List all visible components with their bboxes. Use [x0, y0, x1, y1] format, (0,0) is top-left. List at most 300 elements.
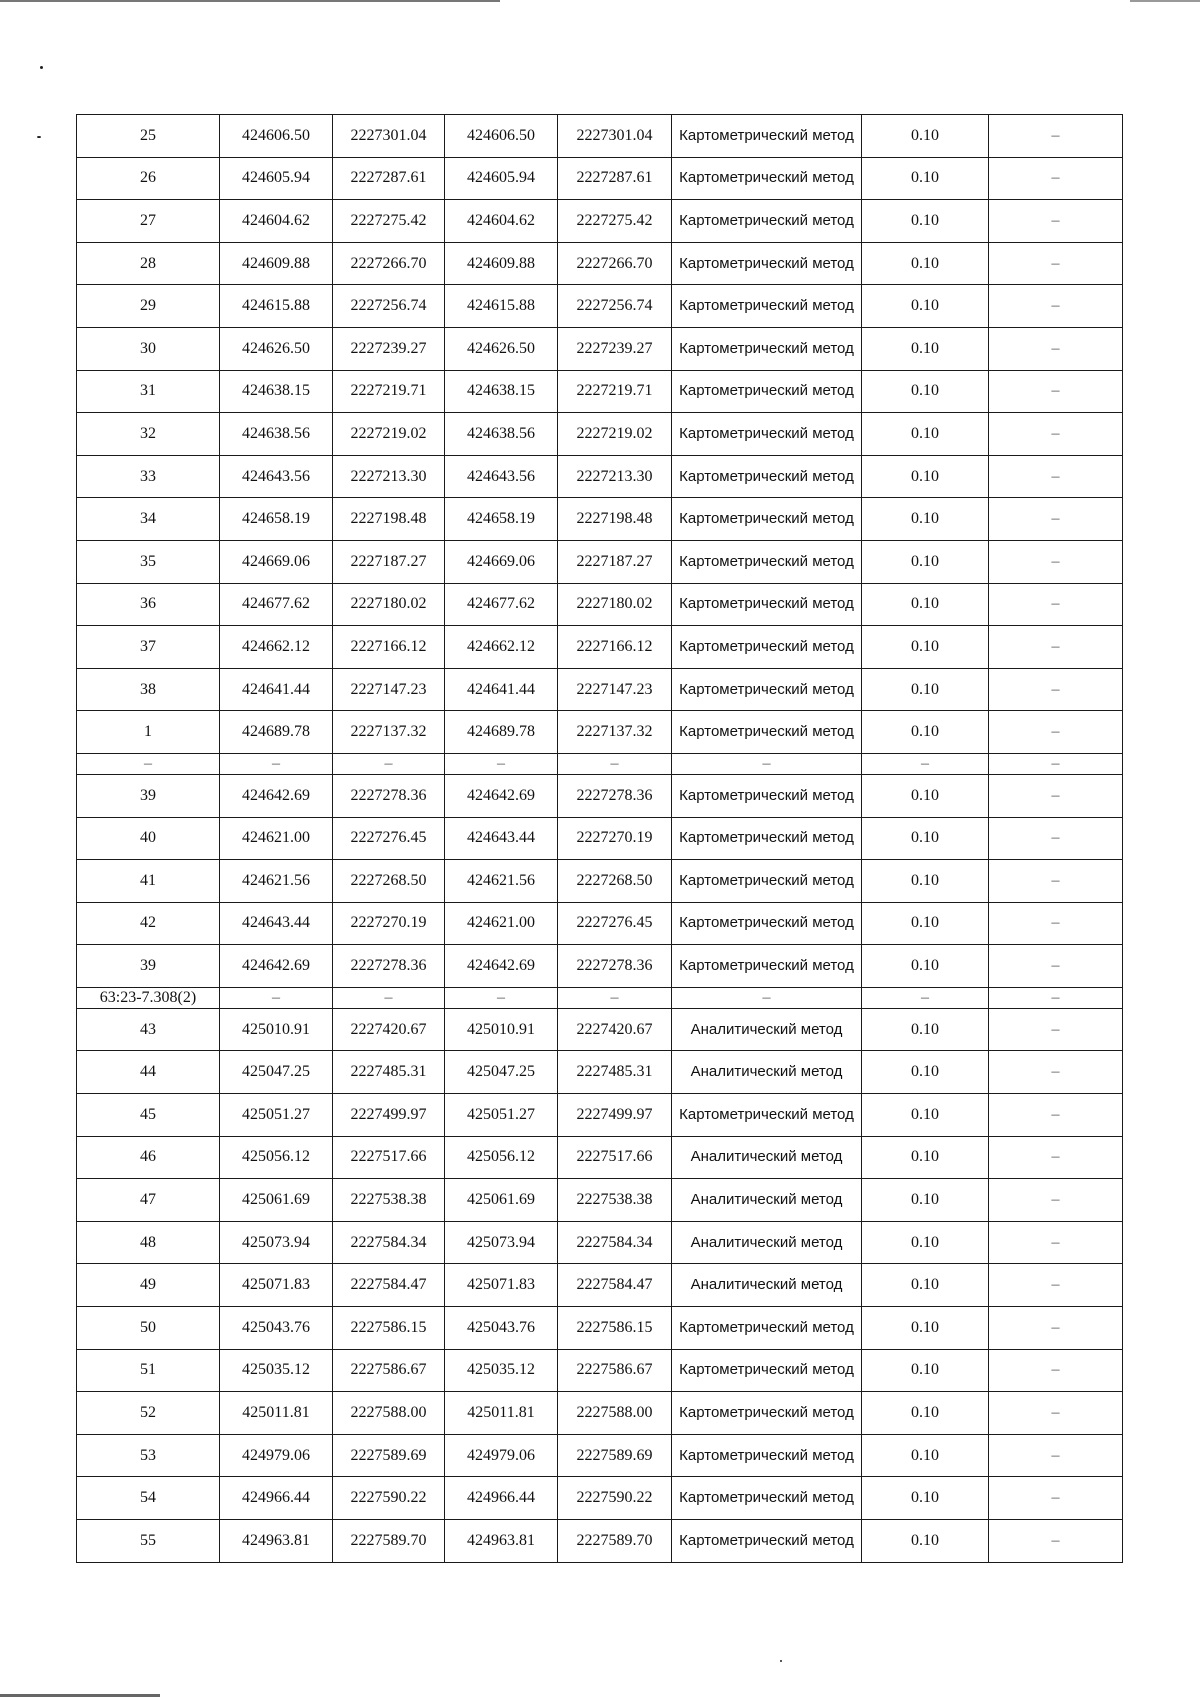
x-new-cell: 424658.19	[445, 498, 558, 541]
x-existing-cell: 424643.44	[220, 902, 333, 945]
point-number-cell: 1	[77, 711, 220, 754]
table-row	[77, 1392, 1123, 1435]
accuracy-cell: 0.10	[862, 945, 989, 988]
point-number-cell: 63:23-7.308(2)	[77, 987, 220, 1008]
accuracy-cell: 0.10	[862, 1349, 989, 1392]
accuracy-cell: 0.10	[862, 668, 989, 711]
table-row	[77, 860, 1123, 903]
accuracy-cell: 0.10	[862, 1307, 989, 1350]
x-existing-cell: 425061.69	[220, 1179, 333, 1222]
accuracy-cell: 0.10	[862, 115, 989, 158]
coordinates-table	[76, 114, 1123, 1563]
table-row	[77, 1221, 1123, 1264]
accuracy-cell: 0.10	[862, 860, 989, 903]
accuracy-cell: 0.10	[862, 498, 989, 541]
note-cell: –	[989, 1094, 1123, 1137]
x-new-cell: 424677.62	[445, 583, 558, 626]
y-new-cell: 2227586.67	[558, 1349, 672, 1392]
method-cell: Аналитический метод	[672, 1136, 862, 1179]
point-number-cell: 50	[77, 1307, 220, 1350]
x-new-cell: 424638.56	[445, 413, 558, 456]
table-row	[77, 1008, 1123, 1051]
x-new-cell: 425035.12	[445, 1349, 558, 1392]
accuracy-cell: 0.10	[862, 242, 989, 285]
x-new-cell: 424638.15	[445, 370, 558, 413]
point-number-cell: 51	[77, 1349, 220, 1392]
method-cell: –	[672, 753, 862, 774]
accuracy-cell: 0.10	[862, 1008, 989, 1051]
point-number-cell: 34	[77, 498, 220, 541]
x-new-cell: 425051.27	[445, 1094, 558, 1137]
method-cell: Картометрический метод	[672, 115, 862, 158]
point-number-cell: 53	[77, 1434, 220, 1477]
y-existing-cell: 2227239.27	[333, 327, 445, 370]
y-existing-cell: 2227266.70	[333, 242, 445, 285]
y-existing-cell: 2227586.15	[333, 1307, 445, 1350]
y-existing-cell: 2227538.38	[333, 1179, 445, 1222]
accuracy-cell: 0.10	[862, 626, 989, 669]
note-cell: –	[989, 498, 1123, 541]
point-number-cell: 40	[77, 817, 220, 860]
x-existing-cell: –	[220, 753, 333, 774]
y-existing-cell: 2227276.45	[333, 817, 445, 860]
accuracy-cell: 0.10	[862, 200, 989, 243]
note-cell: –	[989, 1051, 1123, 1094]
method-cell: Аналитический метод	[672, 1221, 862, 1264]
x-existing-cell: 424658.19	[220, 498, 333, 541]
table-row	[77, 1520, 1123, 1563]
method-cell: –	[672, 987, 862, 1008]
scan-edge-top	[0, 0, 500, 2]
x-new-cell: 424621.00	[445, 902, 558, 945]
method-cell: Аналитический метод	[672, 1264, 862, 1307]
table-row	[77, 711, 1123, 754]
point-number-cell: 36	[77, 583, 220, 626]
method-cell: Картометрический метод	[672, 242, 862, 285]
x-existing-cell: 424669.06	[220, 540, 333, 583]
method-cell: Картометрический метод	[672, 1307, 862, 1350]
y-new-cell: 2227187.27	[558, 540, 672, 583]
x-existing-cell: 424626.50	[220, 327, 333, 370]
y-new-cell: 2227584.47	[558, 1264, 672, 1307]
accuracy-cell: 0.10	[862, 413, 989, 456]
note-cell: –	[989, 774, 1123, 817]
y-new-cell: 2227590.22	[558, 1477, 672, 1520]
x-existing-cell: 424689.78	[220, 711, 333, 754]
x-existing-cell: 424963.81	[220, 1520, 333, 1563]
y-existing-cell: 2227590.22	[333, 1477, 445, 1520]
point-number-cell: 52	[77, 1392, 220, 1435]
note-cell: –	[989, 1349, 1123, 1392]
y-new-cell: 2227485.31	[558, 1051, 672, 1094]
x-new-cell: 424626.50	[445, 327, 558, 370]
y-existing-cell: 2227420.67	[333, 1008, 445, 1051]
x-existing-cell: 425056.12	[220, 1136, 333, 1179]
accuracy-cell: 0.10	[862, 583, 989, 626]
method-cell: Картометрический метод	[672, 413, 862, 456]
table-row	[77, 1051, 1123, 1094]
point-number-cell: 45	[77, 1094, 220, 1137]
point-number-cell: 26	[77, 157, 220, 200]
note-cell: –	[989, 1264, 1123, 1307]
x-new-cell: 424662.12	[445, 626, 558, 669]
method-cell: Картометрический метод	[672, 583, 862, 626]
x-new-cell: 424642.69	[445, 774, 558, 817]
y-new-cell: 2227266.70	[558, 242, 672, 285]
x-new-cell: 424606.50	[445, 115, 558, 158]
note-cell: –	[989, 413, 1123, 456]
y-existing-cell: 2227270.19	[333, 902, 445, 945]
y-new-cell: 2227276.45	[558, 902, 672, 945]
x-existing-cell: 424609.88	[220, 242, 333, 285]
y-existing-cell: 2227584.47	[333, 1264, 445, 1307]
note-cell: –	[989, 987, 1123, 1008]
note-cell: –	[989, 753, 1123, 774]
point-number-cell: 30	[77, 327, 220, 370]
y-new-cell: –	[558, 753, 672, 774]
y-existing-cell: 2227589.69	[333, 1434, 445, 1477]
x-new-cell: 425071.83	[445, 1264, 558, 1307]
note-cell: –	[989, 1520, 1123, 1563]
method-cell: Картометрический метод	[672, 327, 862, 370]
note-cell: –	[989, 1008, 1123, 1051]
table-row	[77, 242, 1123, 285]
y-new-cell: 2227166.12	[558, 626, 672, 669]
method-cell: Картометрический метод	[672, 1349, 862, 1392]
y-new-cell: 2227180.02	[558, 583, 672, 626]
note-cell: –	[989, 540, 1123, 583]
table-row	[77, 370, 1123, 413]
y-existing-cell: –	[333, 987, 445, 1008]
accuracy-cell: 0.10	[862, 1179, 989, 1222]
point-number-cell: 41	[77, 860, 220, 903]
x-new-cell: 424643.44	[445, 817, 558, 860]
x-existing-cell: 425047.25	[220, 1051, 333, 1094]
x-new-cell: 424615.88	[445, 285, 558, 328]
y-new-cell: 2227589.70	[558, 1520, 672, 1563]
x-new-cell: 425056.12	[445, 1136, 558, 1179]
point-number-cell: 39	[77, 774, 220, 817]
y-new-cell: 2227213.30	[558, 455, 672, 498]
y-existing-cell: 2227147.23	[333, 668, 445, 711]
note-cell: –	[989, 1307, 1123, 1350]
x-existing-cell: 424638.56	[220, 413, 333, 456]
x-existing-cell: 424662.12	[220, 626, 333, 669]
y-new-cell: 2227239.27	[558, 327, 672, 370]
y-new-cell: 2227278.36	[558, 774, 672, 817]
table-row	[77, 1477, 1123, 1520]
y-new-cell: 2227147.23	[558, 668, 672, 711]
note-cell: –	[989, 626, 1123, 669]
method-cell: Картометрический метод	[672, 1392, 862, 1435]
point-number-cell: 54	[77, 1477, 220, 1520]
x-new-cell: –	[445, 753, 558, 774]
y-existing-cell: 2227166.12	[333, 626, 445, 669]
x-existing-cell: 424621.00	[220, 817, 333, 860]
x-new-cell: 424604.62	[445, 200, 558, 243]
method-cell: Аналитический метод	[672, 1051, 862, 1094]
x-new-cell: 425061.69	[445, 1179, 558, 1222]
y-existing-cell: 2227589.70	[333, 1520, 445, 1563]
note-cell: –	[989, 327, 1123, 370]
point-number-cell: 29	[77, 285, 220, 328]
x-new-cell: 424609.88	[445, 242, 558, 285]
table-row	[77, 413, 1123, 456]
point-number-cell: 48	[77, 1221, 220, 1264]
accuracy-cell: 0.10	[862, 711, 989, 754]
x-existing-cell: 424638.15	[220, 370, 333, 413]
note-cell: –	[989, 668, 1123, 711]
note-cell: –	[989, 583, 1123, 626]
x-new-cell: 425043.76	[445, 1307, 558, 1350]
y-new-cell: 2227256.74	[558, 285, 672, 328]
table-row	[77, 285, 1123, 328]
y-new-cell: 2227517.66	[558, 1136, 672, 1179]
table-row	[77, 115, 1123, 158]
y-new-cell: 2227270.19	[558, 817, 672, 860]
accuracy-cell: 0.10	[862, 1264, 989, 1307]
note-cell: –	[989, 242, 1123, 285]
y-new-cell: 2227268.50	[558, 860, 672, 903]
y-new-cell: 2227588.00	[558, 1392, 672, 1435]
x-new-cell: 425010.91	[445, 1008, 558, 1051]
point-number-cell: –	[77, 753, 220, 774]
y-new-cell: 2227301.04	[558, 115, 672, 158]
accuracy-cell: 0.10	[862, 1094, 989, 1137]
table-row	[77, 945, 1123, 988]
x-new-cell: 425011.81	[445, 1392, 558, 1435]
point-number-cell: 42	[77, 902, 220, 945]
x-existing-cell: 425071.83	[220, 1264, 333, 1307]
y-new-cell: 2227287.61	[558, 157, 672, 200]
table-row	[77, 1179, 1123, 1222]
method-cell: Картометрический метод	[672, 626, 862, 669]
y-existing-cell: 2227287.61	[333, 157, 445, 200]
x-new-cell: 424669.06	[445, 540, 558, 583]
y-new-cell: 2227584.34	[558, 1221, 672, 1264]
y-existing-cell: 2227586.67	[333, 1349, 445, 1392]
accuracy-cell: 0.10	[862, 370, 989, 413]
method-cell: Картометрический метод	[672, 945, 862, 988]
x-existing-cell: 424642.69	[220, 945, 333, 988]
y-existing-cell: 2227517.66	[333, 1136, 445, 1179]
method-cell: Картометрический метод	[672, 157, 862, 200]
table-row	[77, 1264, 1123, 1307]
method-cell: Картометрический метод	[672, 1434, 862, 1477]
point-number-cell: 31	[77, 370, 220, 413]
x-existing-cell: 424604.62	[220, 200, 333, 243]
x-existing-cell: 424641.44	[220, 668, 333, 711]
y-existing-cell: 2227137.32	[333, 711, 445, 754]
x-existing-cell: 424677.62	[220, 583, 333, 626]
y-new-cell: 2227219.02	[558, 413, 672, 456]
scan-speck	[37, 136, 41, 138]
x-new-cell: 424979.06	[445, 1434, 558, 1477]
method-cell: Картометрический метод	[672, 1477, 862, 1520]
accuracy-cell: 0.10	[862, 455, 989, 498]
point-number-cell: 37	[77, 626, 220, 669]
accuracy-cell: 0.10	[862, 1392, 989, 1435]
note-cell: –	[989, 1392, 1123, 1435]
y-existing-cell: 2227588.00	[333, 1392, 445, 1435]
method-cell: Картометрический метод	[672, 1520, 862, 1563]
point-number-cell: 47	[77, 1179, 220, 1222]
y-existing-cell: 2227256.74	[333, 285, 445, 328]
note-cell: –	[989, 1221, 1123, 1264]
scan-edge-bottom	[0, 1694, 160, 1697]
y-existing-cell: 2227485.31	[333, 1051, 445, 1094]
x-existing-cell: 424606.50	[220, 115, 333, 158]
note-cell: –	[989, 115, 1123, 158]
method-cell: Картометрический метод	[672, 540, 862, 583]
accuracy-cell: 0.10	[862, 774, 989, 817]
table-row	[77, 327, 1123, 370]
table-row	[77, 540, 1123, 583]
scan-speck	[40, 66, 43, 69]
table-separator-row	[77, 987, 1123, 1008]
point-number-cell: 27	[77, 200, 220, 243]
y-existing-cell: 2227278.36	[333, 774, 445, 817]
table-row	[77, 1094, 1123, 1137]
point-number-cell: 28	[77, 242, 220, 285]
x-new-cell: 424963.81	[445, 1520, 558, 1563]
note-cell: –	[989, 455, 1123, 498]
method-cell: Аналитический метод	[672, 1179, 862, 1222]
x-existing-cell: –	[220, 987, 333, 1008]
table-row	[77, 668, 1123, 711]
point-number-cell: 32	[77, 413, 220, 456]
scan-speck	[780, 1660, 782, 1662]
x-existing-cell: 425073.94	[220, 1221, 333, 1264]
accuracy-cell: 0.10	[862, 327, 989, 370]
table-row	[77, 498, 1123, 541]
point-number-cell: 49	[77, 1264, 220, 1307]
x-new-cell: 424641.44	[445, 668, 558, 711]
y-existing-cell: 2227278.36	[333, 945, 445, 988]
y-existing-cell: 2227275.42	[333, 200, 445, 243]
x-existing-cell: 424979.06	[220, 1434, 333, 1477]
x-existing-cell: 424966.44	[220, 1477, 333, 1520]
x-new-cell: 424689.78	[445, 711, 558, 754]
y-existing-cell: 2227219.02	[333, 413, 445, 456]
method-cell: Картометрический метод	[672, 285, 862, 328]
table-row	[77, 200, 1123, 243]
coordinates-table-body	[77, 115, 1123, 1563]
accuracy-cell: 0.10	[862, 1221, 989, 1264]
accuracy-cell: 0.10	[862, 1434, 989, 1477]
method-cell: Картометрический метод	[672, 200, 862, 243]
method-cell: Аналитический метод	[672, 1008, 862, 1051]
accuracy-cell: 0.10	[862, 1520, 989, 1563]
y-new-cell: 2227278.36	[558, 945, 672, 988]
method-cell: Картометрический метод	[672, 860, 862, 903]
table-row	[77, 817, 1123, 860]
x-existing-cell: 425010.91	[220, 1008, 333, 1051]
y-existing-cell: 2227301.04	[333, 115, 445, 158]
x-new-cell: 425047.25	[445, 1051, 558, 1094]
x-existing-cell: 425011.81	[220, 1392, 333, 1435]
y-new-cell: 2227219.71	[558, 370, 672, 413]
y-existing-cell: 2227499.97	[333, 1094, 445, 1137]
point-number-cell: 44	[77, 1051, 220, 1094]
accuracy-cell: 0.10	[862, 285, 989, 328]
note-cell: –	[989, 860, 1123, 903]
x-existing-cell: 424615.88	[220, 285, 333, 328]
note-cell: –	[989, 1179, 1123, 1222]
method-cell: Картометрический метод	[672, 902, 862, 945]
x-existing-cell: 425035.12	[220, 1349, 333, 1392]
x-existing-cell: 424605.94	[220, 157, 333, 200]
x-new-cell: 424966.44	[445, 1477, 558, 1520]
x-new-cell: 424642.69	[445, 945, 558, 988]
y-new-cell: 2227198.48	[558, 498, 672, 541]
point-number-cell: 39	[77, 945, 220, 988]
point-number-cell: 43	[77, 1008, 220, 1051]
table-row	[77, 902, 1123, 945]
y-new-cell: 2227586.15	[558, 1307, 672, 1350]
y-new-cell: 2227589.69	[558, 1434, 672, 1477]
x-new-cell: 424643.56	[445, 455, 558, 498]
point-number-cell: 33	[77, 455, 220, 498]
point-number-cell: 35	[77, 540, 220, 583]
y-existing-cell: 2227219.71	[333, 370, 445, 413]
accuracy-cell: 0.10	[862, 540, 989, 583]
point-number-cell: 38	[77, 668, 220, 711]
y-existing-cell: 2227198.48	[333, 498, 445, 541]
method-cell: Картометрический метод	[672, 711, 862, 754]
accuracy-cell: 0.10	[862, 157, 989, 200]
accuracy-cell: 0.10	[862, 1136, 989, 1179]
note-cell: –	[989, 1136, 1123, 1179]
table-row	[77, 626, 1123, 669]
method-cell: Картометрический метод	[672, 370, 862, 413]
y-new-cell: 2227137.32	[558, 711, 672, 754]
y-existing-cell: 2227268.50	[333, 860, 445, 903]
method-cell: Картометрический метод	[672, 817, 862, 860]
accuracy-cell: 0.10	[862, 902, 989, 945]
x-existing-cell: 424642.69	[220, 774, 333, 817]
x-existing-cell: 424643.56	[220, 455, 333, 498]
y-existing-cell: 2227584.34	[333, 1221, 445, 1264]
note-cell: –	[989, 1477, 1123, 1520]
x-new-cell: 424621.56	[445, 860, 558, 903]
method-cell: Картометрический метод	[672, 774, 862, 817]
accuracy-cell: –	[862, 753, 989, 774]
scan-edge-top-right	[1130, 0, 1200, 2]
table-separator-row	[77, 753, 1123, 774]
y-existing-cell: 2227180.02	[333, 583, 445, 626]
y-new-cell: –	[558, 987, 672, 1008]
note-cell: –	[989, 285, 1123, 328]
x-new-cell: –	[445, 987, 558, 1008]
accuracy-cell: –	[862, 987, 989, 1008]
note-cell: –	[989, 817, 1123, 860]
note-cell: –	[989, 902, 1123, 945]
x-new-cell: 424605.94	[445, 157, 558, 200]
table-row	[77, 1349, 1123, 1392]
table-row	[77, 774, 1123, 817]
y-new-cell: 2227538.38	[558, 1179, 672, 1222]
y-existing-cell: 2227187.27	[333, 540, 445, 583]
x-existing-cell: 424621.56	[220, 860, 333, 903]
table-row	[77, 1136, 1123, 1179]
method-cell: Картометрический метод	[672, 668, 862, 711]
table-row	[77, 1307, 1123, 1350]
y-existing-cell: –	[333, 753, 445, 774]
y-new-cell: 2227499.97	[558, 1094, 672, 1137]
method-cell: Картометрический метод	[672, 455, 862, 498]
x-existing-cell: 425043.76	[220, 1307, 333, 1350]
